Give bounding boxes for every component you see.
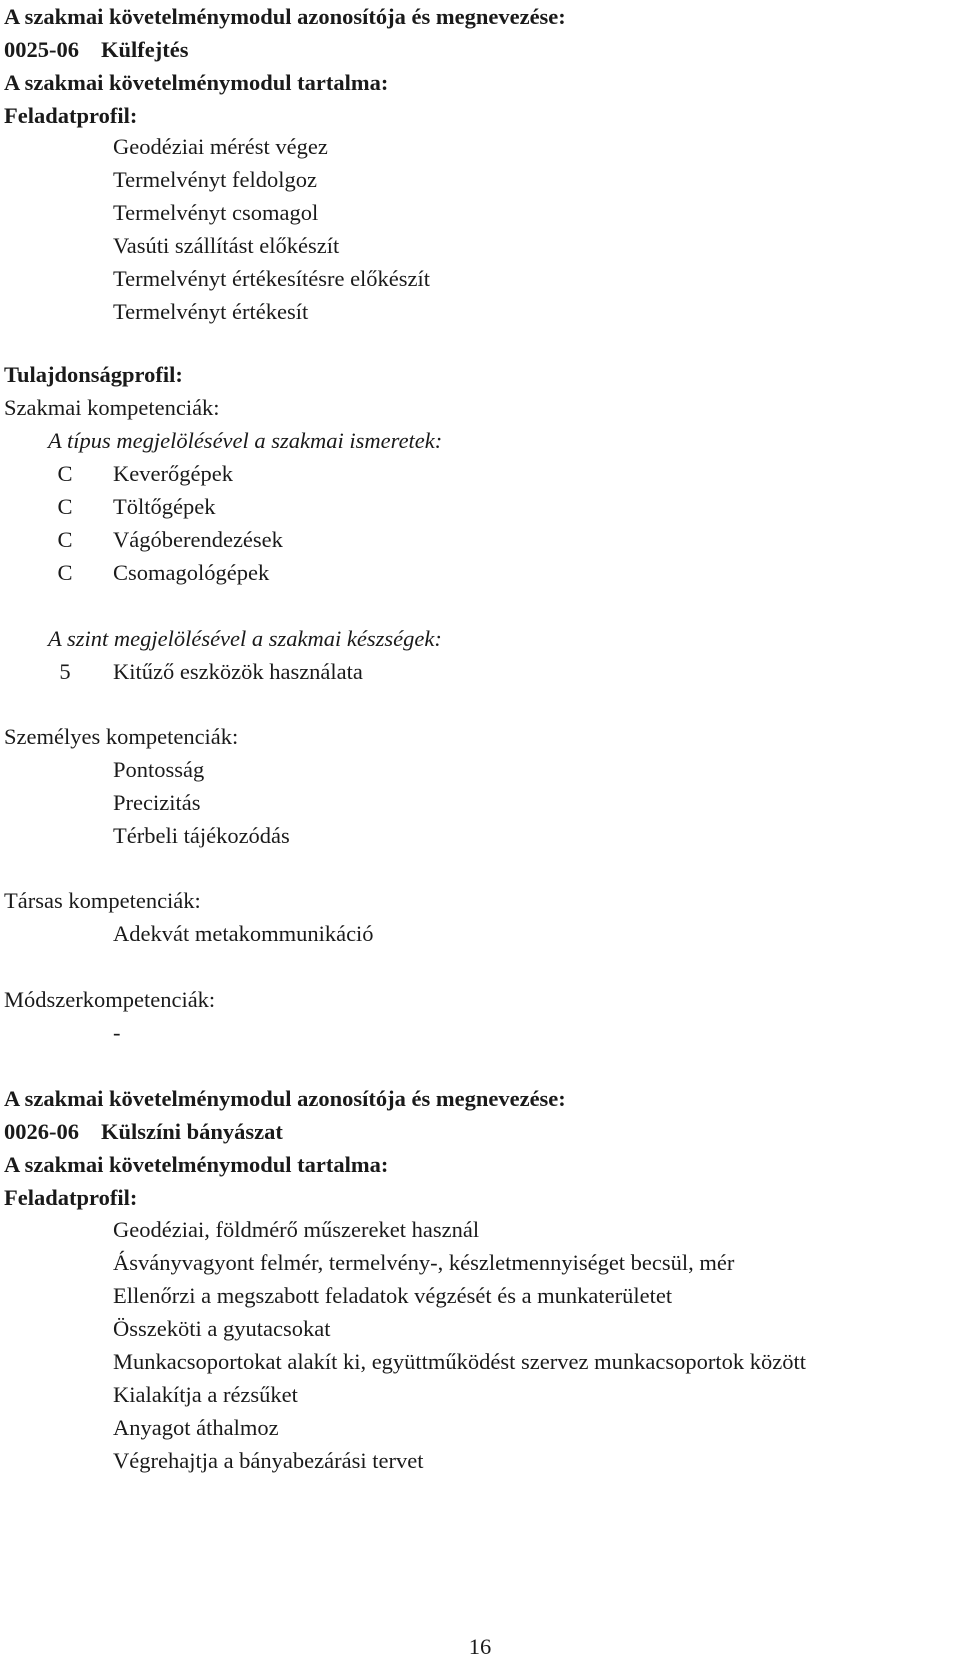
personal-competencies-label: Személyes kompetenciák: [4,724,239,749]
module-id-heading: A szakmai követelménymodul azonosítója és megnevezése: [4,1086,566,1111]
page-number: 16 [468,1634,492,1659]
module-name: Külfejtés [101,37,189,62]
task-item: Ásványvagyont felmér, termelvény-, készletmennyiséget becsül, mér [113,1250,735,1275]
module-name: Külszíni bányászat [101,1119,283,1144]
personal-competency-item: Pontosság [113,757,205,782]
task-item: Geodéziai mérést végez [113,134,328,159]
personal-competency-item: Precizitás [113,790,201,815]
task-profile-heading: Feladatprofil: [4,1185,138,1210]
knowledge-item: Csomagológépek [113,560,270,585]
method-competency-item: - [113,1020,121,1045]
task-item: Geodéziai, földmérő műszereket használ [113,1217,480,1242]
social-competency-item: Adekvát metakommunikáció [113,921,374,946]
knowledge-type: C [57,527,73,552]
property-profile-heading: Tulajdonságprofil: [4,362,183,387]
module-code: 0026-06 [4,1119,79,1144]
task-item: Termelvényt csomagol [113,200,319,225]
knowledge-item: Töltőgépek [113,494,216,519]
method-competencies-label: Módszerkompetenciák: [4,987,216,1012]
module-id-heading: A szakmai követelménymodul azonosítója és megnevezése: [4,4,566,29]
knowledge-type: C [57,461,73,486]
skills-label: A szint megjelölésével a szakmai készségek: [48,626,442,651]
module-content-heading: A szakmai követelménymodul tartalma: [4,1152,389,1177]
module-code-name [4,1115,283,1148]
skill-level: 5 [59,659,71,684]
module-code-name [4,33,188,66]
task-item: Kialakítja a rézsűket [113,1382,298,1407]
knowledge-type: C [57,560,73,585]
task-item: Termelvényt feldolgoz [113,167,317,192]
task-item: Munkacsoportokat alakít ki, együttműködést szervez munkacsoportok között [113,1349,806,1374]
task-profile-heading: Feladatprofil: [4,103,138,128]
skill-item: Kitűző eszközök használata [113,659,363,684]
module-content-heading: A szakmai követelménymodul tartalma: [4,70,389,95]
task-item: Ellenőrzi a megszabott feladatok végzését és a munkaterületet [113,1283,673,1308]
task-item: Termelvényt értékesítésre előkészít [113,266,431,291]
task-item: Vasúti szállítást előkészít [113,233,340,258]
personal-competency-item: Térbeli tájékozódás [113,823,290,848]
knowledge-item: Keverőgépek [113,461,233,486]
task-item: Végrehajtja a bányabezárási tervet [113,1448,424,1473]
task-item: Anyagot áthalmoz [113,1415,279,1440]
social-competencies-label: Társas kompetenciák: [4,888,201,913]
task-item: Termelvényt értékesít [113,299,309,324]
professional-competencies-label: Szakmai kompetenciák: [4,395,220,420]
knowledge-item: Vágóberendezések [113,527,283,552]
task-item: Összeköti a gyutacsokat [113,1316,331,1341]
knowledge-type: C [57,494,73,519]
module-code: 0025-06 [4,37,79,62]
knowledge-label: A típus megjelölésével a szakmai ismeretek: [48,428,443,453]
